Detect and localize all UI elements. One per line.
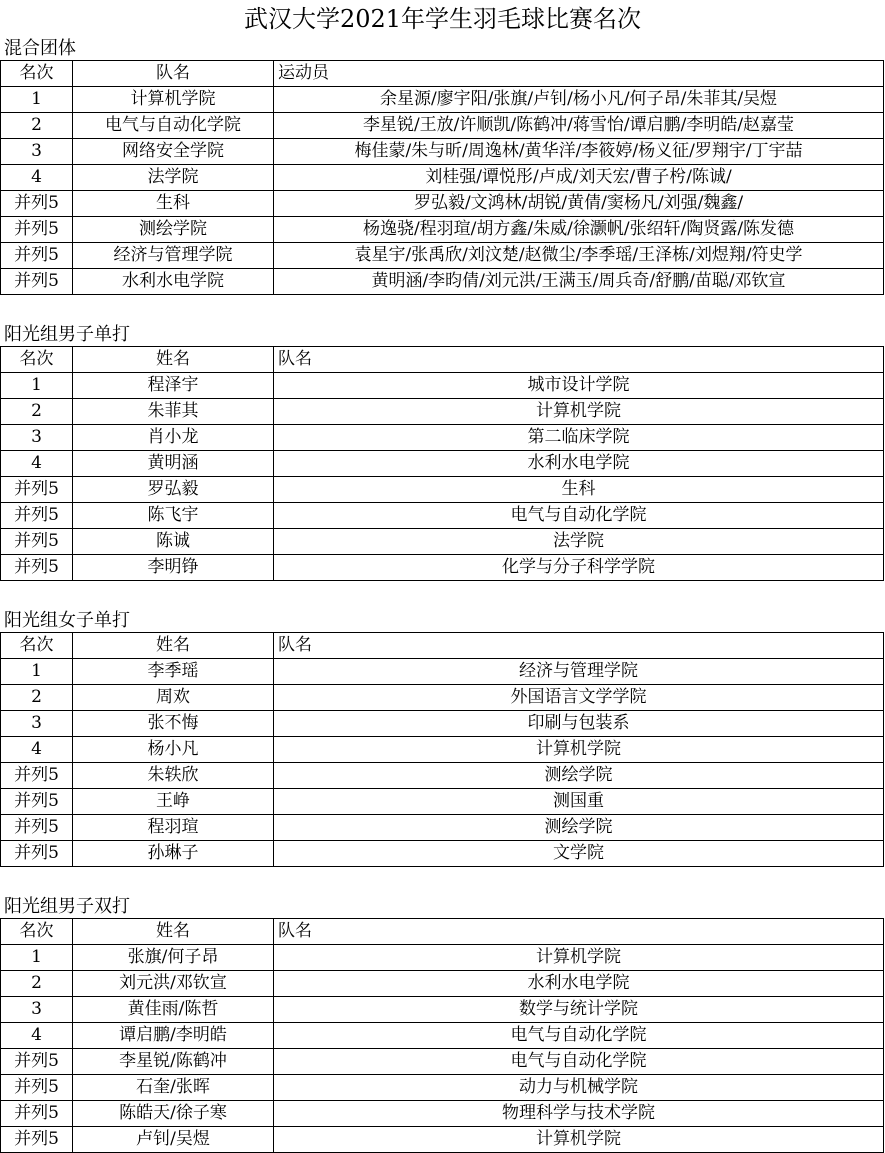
column-header: 名次 — [1, 61, 73, 87]
rank-cell: 2 — [1, 685, 73, 711]
name-cell: 网络安全学院 — [73, 139, 274, 165]
rank-cell: 并列5 — [1, 477, 73, 503]
table-row — [1, 685, 884, 711]
table-row — [1, 191, 884, 217]
section-2 — [0, 610, 885, 867]
name-cell: 程泽宇 — [73, 373, 274, 399]
detail-cell: 第二临床学院 — [274, 425, 884, 451]
table-header-row — [1, 919, 884, 945]
rank-cell: 1 — [1, 87, 73, 113]
table-header-row — [1, 347, 884, 373]
section-title: 阳光组男子单打 — [4, 324, 130, 345]
rank-cell: 2 — [1, 399, 73, 425]
table-row — [1, 165, 884, 191]
detail-cell: 电气与自动化学院 — [274, 503, 884, 529]
results-table — [0, 918, 884, 1153]
column-header: 运动员 — [274, 61, 884, 87]
name-cell: 测绘学院 — [73, 217, 274, 243]
name-cell: 肖小龙 — [73, 425, 274, 451]
detail-cell: 计算机学院 — [274, 737, 884, 763]
name-cell: 周欢 — [73, 685, 274, 711]
detail-cell: 印刷与包装系 — [274, 711, 884, 737]
rank-cell: 4 — [1, 165, 73, 191]
table-row — [1, 815, 884, 841]
table-row — [1, 763, 884, 789]
table-row — [1, 1101, 884, 1127]
name-cell: 经济与管理学院 — [73, 243, 274, 269]
rank-cell: 并列5 — [1, 1127, 73, 1153]
column-header: 姓名 — [73, 633, 274, 659]
name-cell: 杨小凡 — [73, 737, 274, 763]
table-row — [1, 243, 884, 269]
rank-cell: 2 — [1, 971, 73, 997]
rank-cell: 1 — [1, 945, 73, 971]
table-row — [1, 997, 884, 1023]
column-header: 名次 — [1, 919, 73, 945]
table-header-row — [1, 633, 884, 659]
name-cell: 法学院 — [73, 165, 274, 191]
name-cell: 黄明涵 — [73, 451, 274, 477]
name-cell: 罗弘毅 — [73, 477, 274, 503]
column-header: 队名 — [73, 61, 274, 87]
detail-cell: 电气与自动化学院 — [274, 1049, 884, 1075]
rank-cell: 4 — [1, 1023, 73, 1049]
detail-cell: 计算机学院 — [274, 945, 884, 971]
detail-cell: 经济与管理学院 — [274, 659, 884, 685]
name-cell: 陈飞宇 — [73, 503, 274, 529]
rank-cell: 并列5 — [1, 269, 73, 295]
table-row — [1, 659, 884, 685]
rank-cell: 并列5 — [1, 529, 73, 555]
column-header: 队名 — [274, 633, 884, 659]
detail-cell: 动力与机械学院 — [274, 1075, 884, 1101]
section-3 — [0, 896, 885, 1153]
detail-cell: 李星锐/王放/许顺凯/陈鹤冲/蒋雪怡/谭启鹏/李明皓/赵嘉莹 — [274, 113, 884, 139]
rank-cell: 2 — [1, 113, 73, 139]
detail-cell: 物理科学与技术学院 — [274, 1101, 884, 1127]
name-cell: 程羽瑄 — [73, 815, 274, 841]
detail-cell: 法学院 — [274, 529, 884, 555]
table-row — [1, 1127, 884, 1153]
name-cell: 电气与自动化学院 — [73, 113, 274, 139]
name-cell: 李星锐/陈鹤冲 — [73, 1049, 274, 1075]
rank-cell: 并列5 — [1, 217, 73, 243]
column-header: 名次 — [1, 633, 73, 659]
name-cell: 卢钊/吴煜 — [73, 1127, 274, 1153]
column-header: 姓名 — [73, 919, 274, 945]
column-header: 名次 — [1, 347, 73, 373]
name-cell: 朱轶欣 — [73, 763, 274, 789]
detail-cell: 水利水电学院 — [274, 971, 884, 997]
name-cell: 水利水电学院 — [73, 269, 274, 295]
rank-cell: 3 — [1, 997, 73, 1023]
name-cell: 孙琳子 — [73, 841, 274, 867]
rank-cell: 1 — [1, 373, 73, 399]
detail-cell: 化学与分子科学学院 — [274, 555, 884, 581]
name-cell: 刘元洪/邓钦宣 — [73, 971, 274, 997]
rank-cell: 4 — [1, 737, 73, 763]
table-row — [1, 1023, 884, 1049]
name-cell: 生科 — [73, 191, 274, 217]
name-cell: 李明铮 — [73, 555, 274, 581]
detail-cell: 测国重 — [274, 789, 884, 815]
name-cell: 石奎/张晖 — [73, 1075, 274, 1101]
table-row — [1, 711, 884, 737]
table-row — [1, 399, 884, 425]
name-cell: 陈诚 — [73, 529, 274, 555]
table-row — [1, 139, 884, 165]
detail-cell: 计算机学院 — [274, 399, 884, 425]
table-row — [1, 971, 884, 997]
table-row — [1, 529, 884, 555]
section-title: 混合团体 — [4, 38, 76, 59]
table-row — [1, 503, 884, 529]
section-1 — [0, 324, 885, 581]
detail-cell: 计算机学院 — [274, 1127, 884, 1153]
name-cell: 李季瑶 — [73, 659, 274, 685]
table-row — [1, 1075, 884, 1101]
rank-cell: 并列5 — [1, 789, 73, 815]
table-row — [1, 217, 884, 243]
rank-cell: 并列5 — [1, 1101, 73, 1127]
results-table — [0, 632, 884, 867]
rank-cell: 3 — [1, 711, 73, 737]
table-row — [1, 425, 884, 451]
detail-cell: 杨逸骁/程羽瑄/胡方鑫/朱威/徐灏帆/张绍轩/陶贤露/陈发德 — [274, 217, 884, 243]
detail-cell: 余星源/廖宇阳/张旗/卢钊/杨小凡/何子昂/朱菲其/吴煜 — [274, 87, 884, 113]
table-row — [1, 789, 884, 815]
name-cell: 张旗/何子昂 — [73, 945, 274, 971]
column-header: 队名 — [274, 347, 884, 373]
page-title: 武汉大学2021年学生羽毛球比赛名次 — [243, 5, 642, 33]
rank-cell: 并列5 — [1, 503, 73, 529]
table-row — [1, 477, 884, 503]
rank-cell: 并列5 — [1, 815, 73, 841]
detail-cell: 电气与自动化学院 — [274, 1023, 884, 1049]
name-cell: 朱菲其 — [73, 399, 274, 425]
table-row — [1, 1049, 884, 1075]
table-row — [1, 87, 884, 113]
rank-cell: 4 — [1, 451, 73, 477]
section-title: 阳光组男子双打 — [4, 896, 130, 917]
rank-cell: 3 — [1, 425, 73, 451]
rank-cell: 并列5 — [1, 841, 73, 867]
detail-cell: 数学与统计学院 — [274, 997, 884, 1023]
name-cell: 计算机学院 — [73, 87, 274, 113]
rank-cell: 3 — [1, 139, 73, 165]
detail-cell: 测绘学院 — [274, 815, 884, 841]
section-0 — [0, 38, 885, 295]
table-row — [1, 451, 884, 477]
column-header: 姓名 — [73, 347, 274, 373]
section-title: 阳光组女子单打 — [4, 610, 130, 631]
detail-cell: 袁星宇/张禹欣/刘汶楚/赵微尘/李季瑶/王泽栋/刘煜翔/符史学 — [274, 243, 884, 269]
detail-cell: 水利水电学院 — [274, 451, 884, 477]
table-row — [1, 737, 884, 763]
detail-cell: 黄明涵/李昀倩/刘元洪/王满玉/周兵奇/舒鹏/苗聪/邓钦宣 — [274, 269, 884, 295]
table-row — [1, 113, 884, 139]
detail-cell: 生科 — [274, 477, 884, 503]
name-cell: 陈皓天/徐子寒 — [73, 1101, 274, 1127]
detail-cell: 罗弘毅/文鸿林/胡锐/黄倩/窦杨凡/刘强/魏鑫/ — [274, 191, 884, 217]
rank-cell: 并列5 — [1, 191, 73, 217]
table-row — [1, 945, 884, 971]
detail-cell: 梅佳蒙/朱与昕/周逸林/黄华洋/李筱婷/杨义征/罗翔宇/丁宇喆 — [274, 139, 884, 165]
name-cell: 黄佳雨/陈哲 — [73, 997, 274, 1023]
detail-cell: 外国语言文学学院 — [274, 685, 884, 711]
table-row — [1, 555, 884, 581]
rank-cell: 并列5 — [1, 1049, 73, 1075]
rank-cell: 并列5 — [1, 1075, 73, 1101]
table-row — [1, 373, 884, 399]
results-table — [0, 346, 884, 581]
table-row — [1, 269, 884, 295]
table-row — [1, 841, 884, 867]
column-header: 队名 — [274, 919, 884, 945]
name-cell: 王峥 — [73, 789, 274, 815]
table-header-row — [1, 61, 884, 87]
name-cell: 张不悔 — [73, 711, 274, 737]
rank-cell: 并列5 — [1, 763, 73, 789]
rank-cell: 1 — [1, 659, 73, 685]
detail-cell: 文学院 — [274, 841, 884, 867]
name-cell: 谭启鹏/李明皓 — [73, 1023, 274, 1049]
detail-cell: 测绘学院 — [274, 763, 884, 789]
rank-cell: 并列5 — [1, 555, 73, 581]
results-table — [0, 60, 884, 295]
rank-cell: 并列5 — [1, 243, 73, 269]
detail-cell: 刘桂强/谭悦彤/卢成/刘天宏/曹子枍/陈诚/ — [274, 165, 884, 191]
detail-cell: 城市设计学院 — [274, 373, 884, 399]
